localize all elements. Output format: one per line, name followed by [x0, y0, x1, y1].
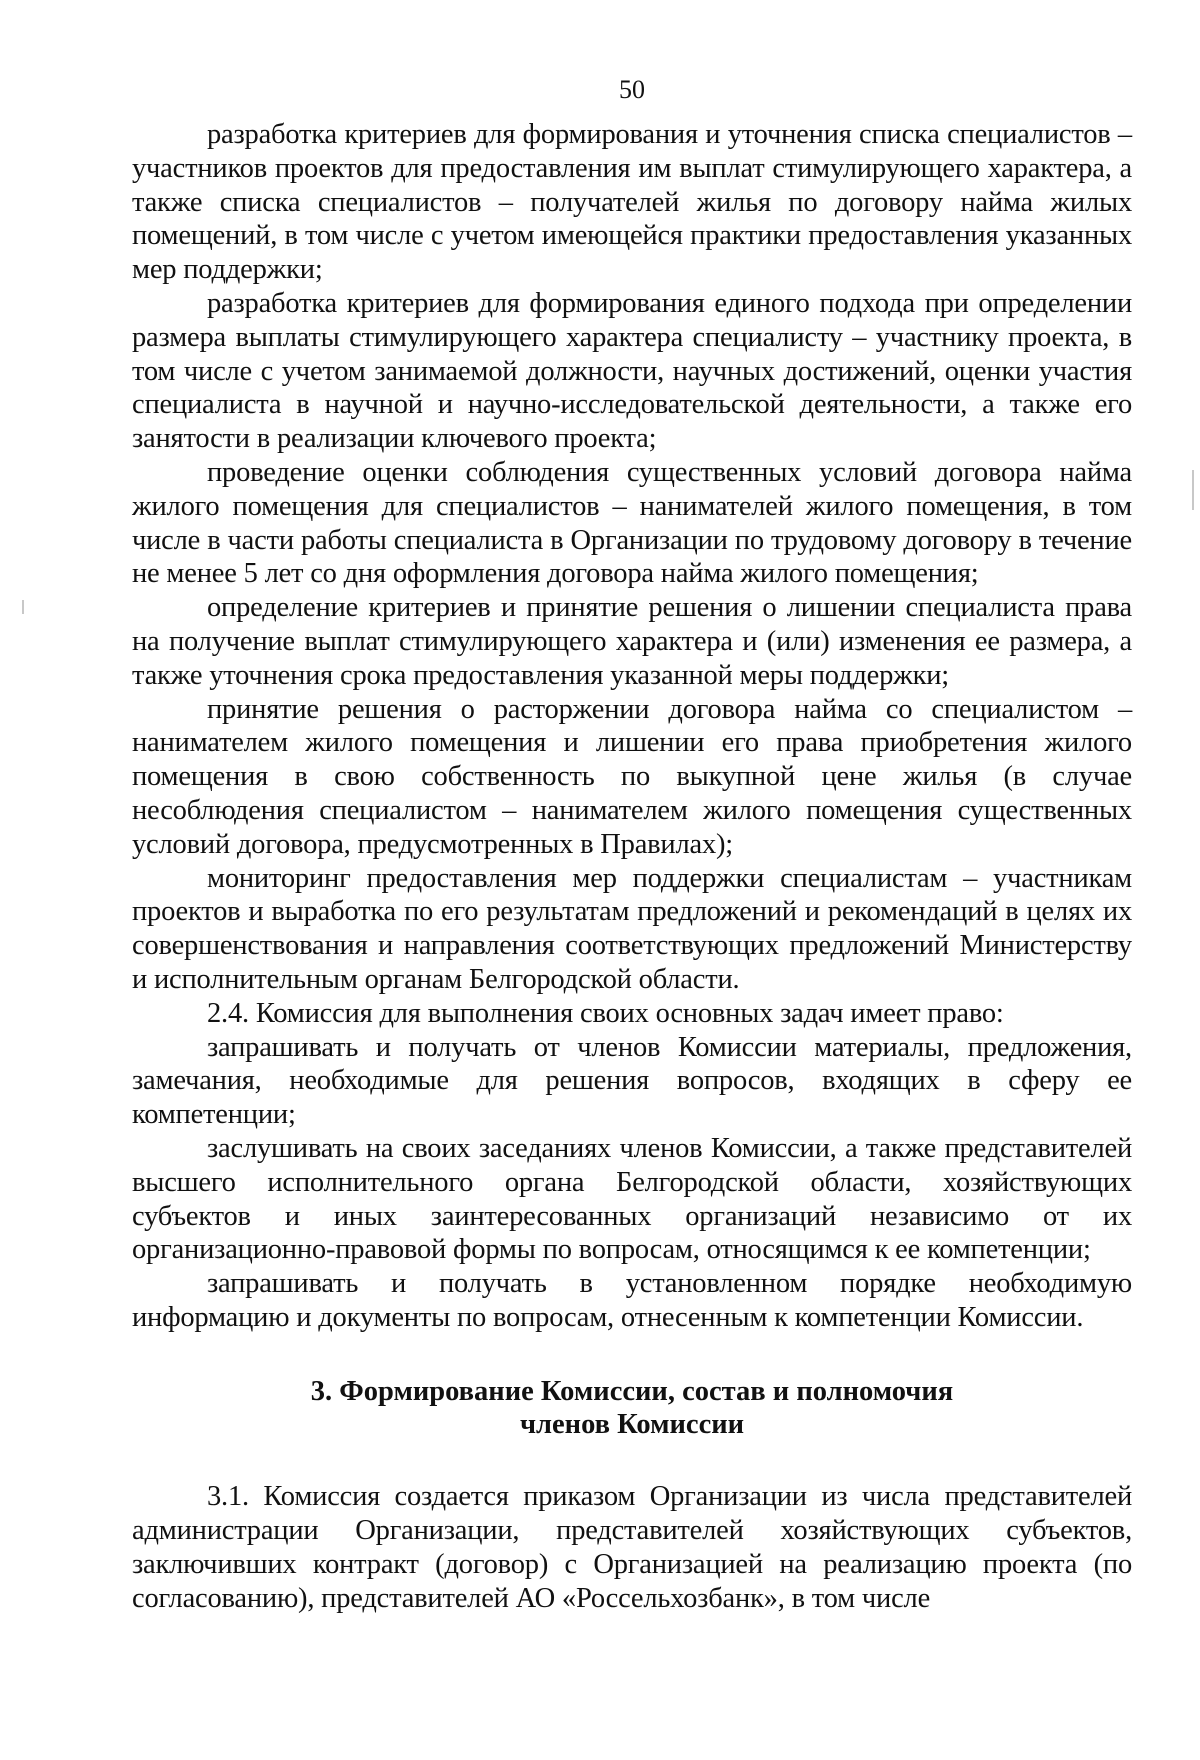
paragraph: 2.4. Комиссия для выполнения своих основных задач имеет право:: [207, 997, 1004, 1029]
section-heading: [132, 1375, 1132, 1443]
paragraph: 3.1. Комиссия создается приказом Организации из числа представителей администрации Организации, представителей хозяйствующих субъектов, заключивших контракт (договор) с Организацией на реализацию проекта (по согласованию), представителей АО «Россельхозбанк», в том числе: [132, 1481, 1132, 1614]
paragraph: разработка критериев для формирования и уточнения списка специалистов – участников проектов для предоставления им выплат стимулирующего характера, а также списка специалистов – получателей жилья по договору найма жилых помещений, в том числе с учетом имеющейся практики предоставления указанных мер поддержки;: [132, 119, 1132, 286]
paragraph: запрашивать и получать от членов Комиссии материалы, предложения, замечания, необходимые для решения вопросов, входящих в сферу ее компетенции;: [132, 1031, 1132, 1131]
paragraph: разработка критериев для формирования единого подхода при определении размера выплаты стимулирующего характера специалисту – участнику проекта, в том числе с учетом занимаемой должности, научных достижений, оценки участия специалиста в научной и научно-исследовательской деятельности, а также его занятости в реализации ключевого проекта;: [132, 287, 1132, 455]
scan-artifact: [1192, 470, 1194, 510]
document-page: [132, 70, 1132, 1615]
page-number: 50: [619, 75, 645, 104]
section-heading-line: членов Комиссии: [519, 1409, 745, 1441]
paragraph: заслушивать на своих заседаниях членов Комиссии, а также представителей высшего исполнительного органа Белгородской области, хозяйствующих субъектов и иных заинтересованных организаций независимо от их организационно-правовой формы по вопросам, относящимся к ее компетенции;: [132, 1132, 1132, 1266]
paragraph: мониторинг предоставления мер поддержки специалистам – участникам проектов и выработка по его результатам предложений и рекомендаций в целях их совершенствования и направления соответствующих предложений Министерству и исполнительным органам Белгородской области.: [132, 862, 1132, 995]
section-heading-line: 3. Формирование Комиссии, состав и полномочия: [310, 1375, 954, 1407]
paragraph: запрашивать и получать в установленном порядке необходимую информацию и документы по вопросам, отнесенным к компетенции Комиссии.: [132, 1268, 1132, 1333]
paragraph: принятие решения о расторжении договора найма со специалистом – нанимателем жилого помещения и лишении его права приобретения жилого помещения в свою собственность по выкупной цене жилья (в случае несоблюдения специалистом – нанимателем жилого помещения существенных условий договора, предусмотренных в Правилах);: [132, 693, 1132, 860]
paragraph: проведение оценки соблюдения существенных условий договора найма жилого помещения для специалистов – нанимателей жилого помещения, в том числе в части работы специалиста в Организации по трудовому договору в течение не менее 5 лет со дня оформления договора найма жилого помещения;: [132, 456, 1132, 590]
paragraph: определение критериев и принятие решения о лишении специалиста права на получение выплат стимулирующего характера и (или) изменения ее размера, а также уточнения срока предоставления указанной меры поддержки;: [132, 592, 1132, 691]
scan-artifact: [22, 600, 24, 614]
